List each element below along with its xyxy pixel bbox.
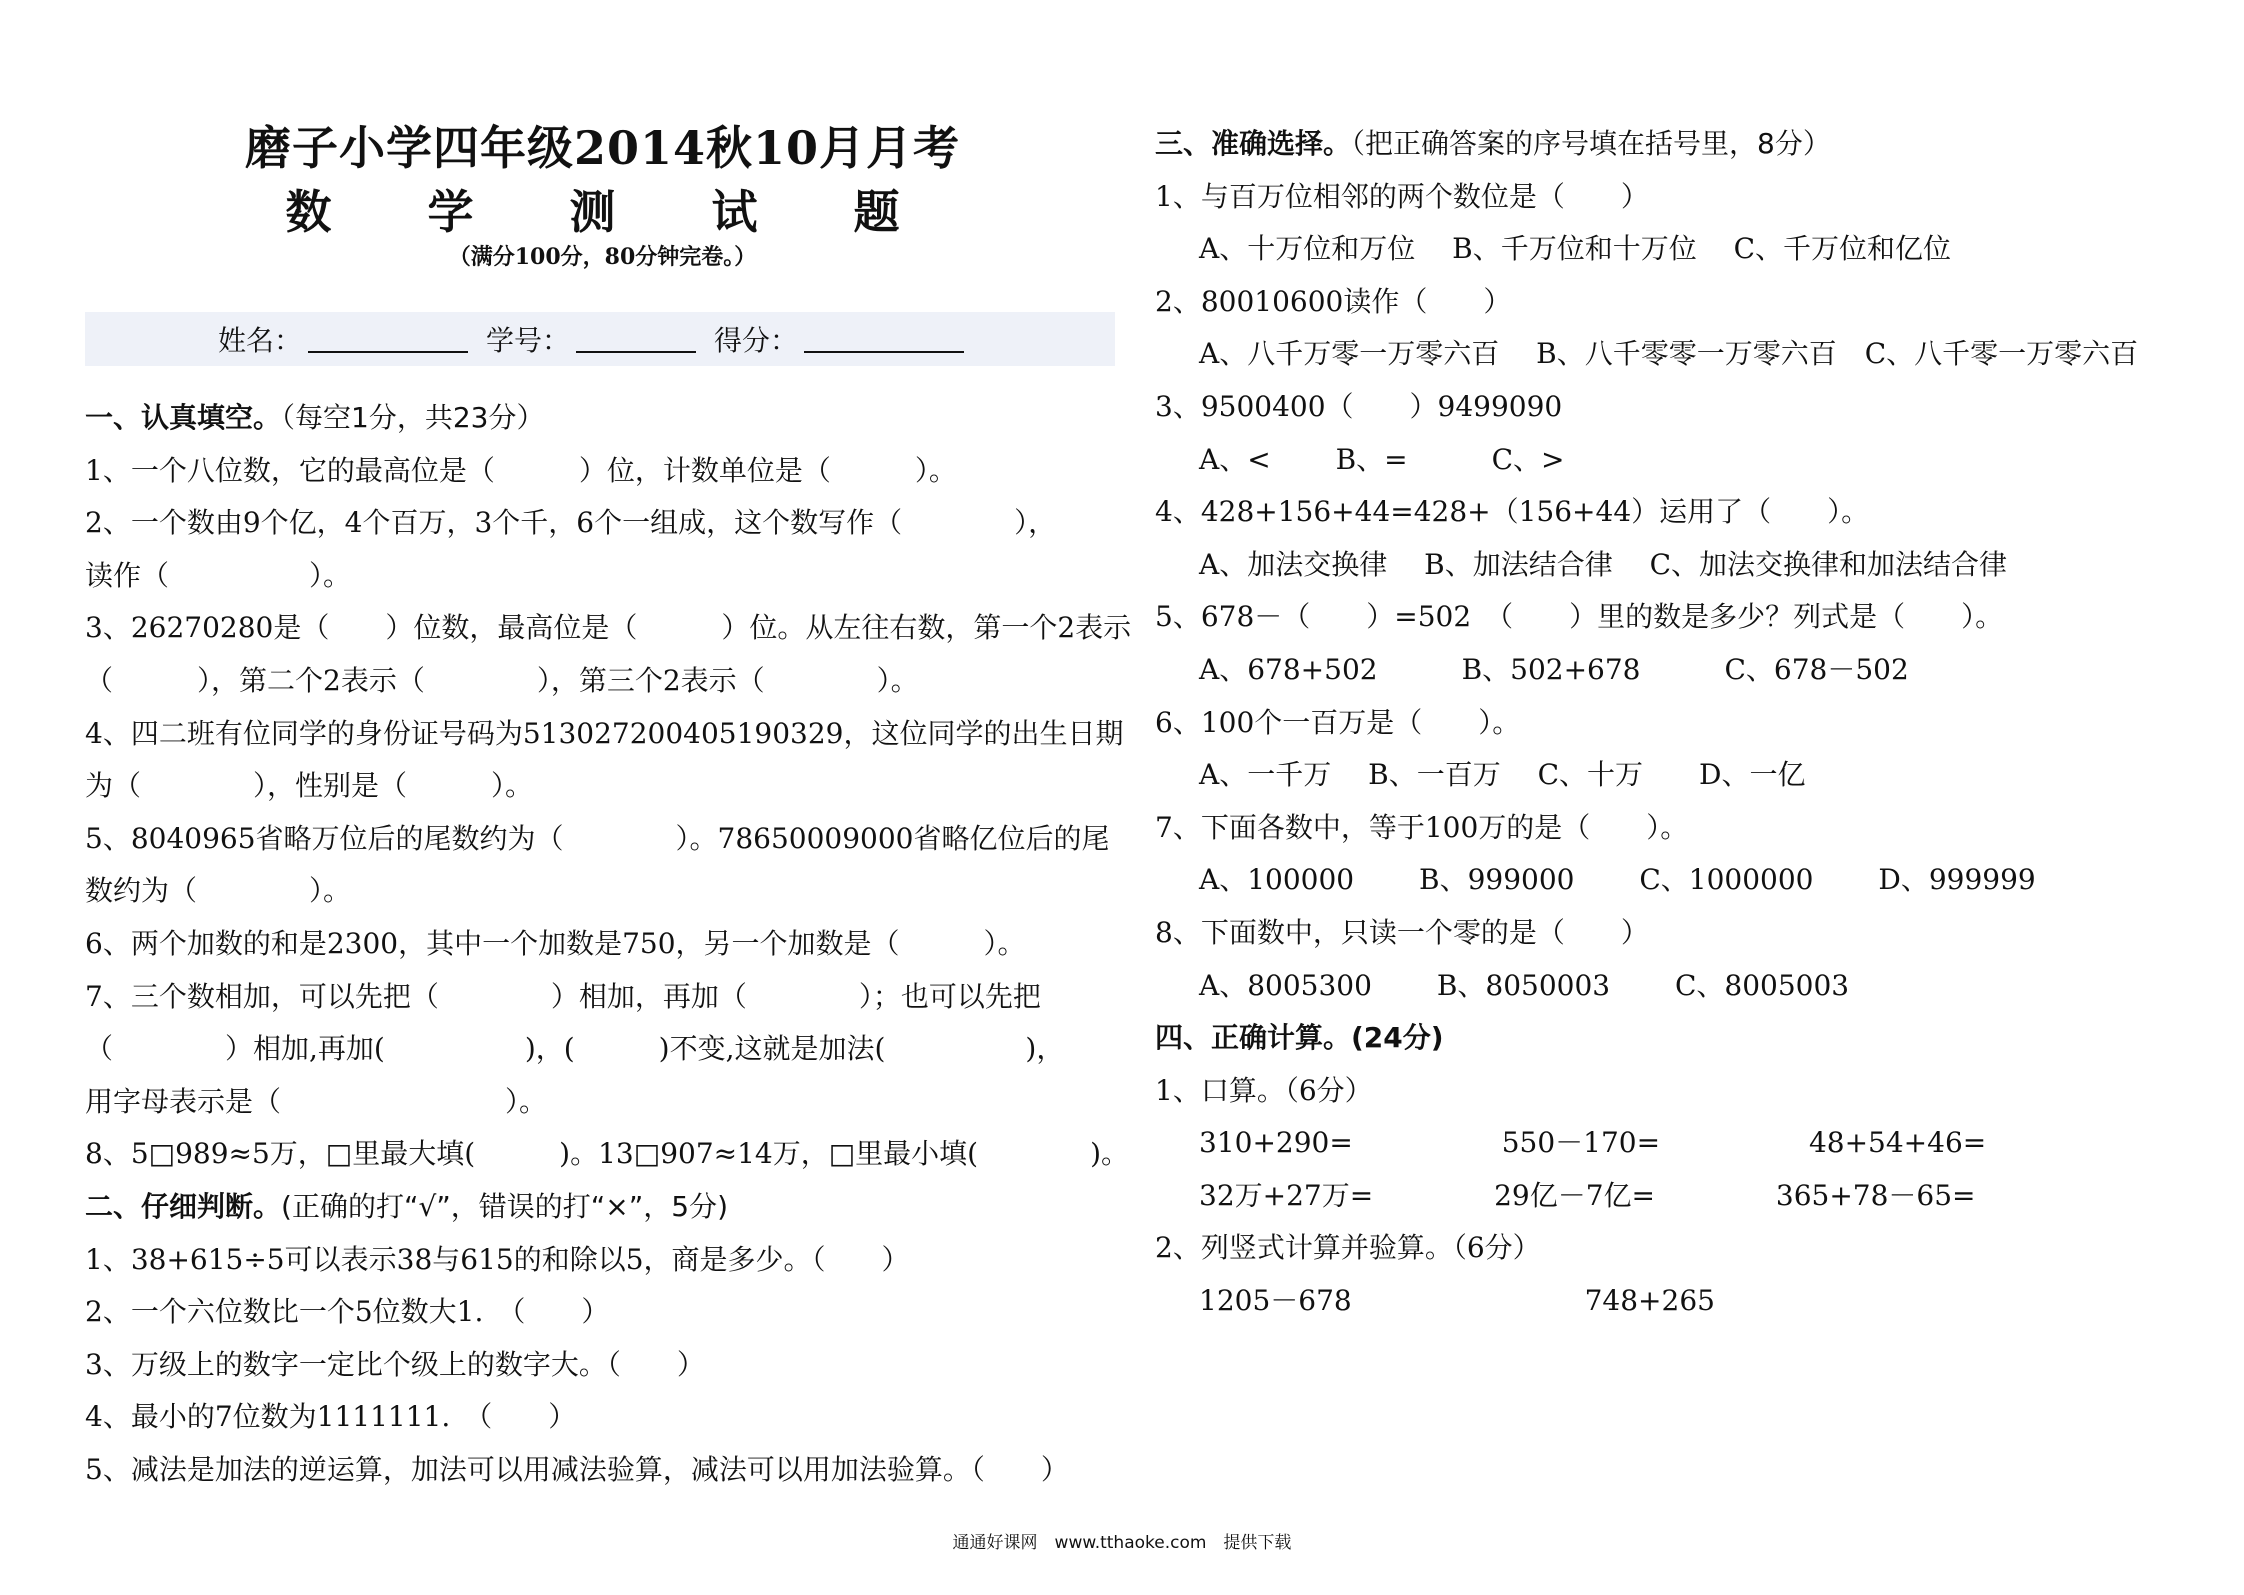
question-line: 6、两个加数的和是2300，其中一个加数是750，另一个加数是（ ）。 xyxy=(85,926,1026,960)
question-line: 4、最小的7位数为1111111. （ ） xyxy=(85,1400,577,1434)
student-info-bar xyxy=(85,312,1115,366)
question-line: 5、减法是加法的逆运算，加法可以用减法验算，减法可以用加法验算。（ ） xyxy=(85,1452,1069,1486)
question-line: （ ），第二个2表示（ ），第三个2表示（ ）。 xyxy=(85,663,919,697)
answer-options: A、加法交换律 B、加法结合律 C、加法交换律和加法结合律 xyxy=(1199,547,2008,581)
score-blank[interactable] xyxy=(804,325,964,353)
question-line: 2、列竖式计算并验算。（6分） xyxy=(1155,1231,1541,1265)
question-line: 为（ ），性别是（ ）。 xyxy=(85,769,534,803)
name-label: 姓名： xyxy=(217,324,302,357)
question-line: 8、5□989≈5万，□里最大填( )。13□907≈14万，□里最小填( )。 xyxy=(85,1137,1130,1171)
question-line: 数约为（ ）。 xyxy=(85,874,352,908)
question-line: 4、四二班有位同学的身份证号码为513027200405190329，这位同学的出生日期 xyxy=(85,716,1124,750)
answer-options: A、8005300 B、8050003 C、8005003 xyxy=(1199,968,1850,1002)
question-line: 1、38+615÷5可以表示38与615的和除以5，商是多少。（ ） xyxy=(85,1242,910,1276)
section-heading xyxy=(85,1181,1131,1234)
question-line: 2、80010600读作（ ） xyxy=(1155,284,1512,318)
section-heading-title: 四、正确计算。(24分) xyxy=(1155,1021,1444,1055)
question-line: 7、三个数相加，可以先把（ ）相加，再加（ ）；也可以先把 xyxy=(85,979,1041,1013)
left-questions xyxy=(85,392,1131,1496)
answer-options: 32万+27万= 29亿－7亿= 365+78－65= xyxy=(1199,1178,1976,1212)
question-line: 8、下面数中，只读一个零的是（ ） xyxy=(1155,915,1649,949)
section-heading-note: (正确的打“√”，错误的打“×”，5分) xyxy=(281,1189,729,1223)
question-line: （ ）相加,再加( )，( )不变,这就是加法( )， xyxy=(85,1032,1065,1066)
question-line: 1、一个八位数，它的最高位是（ ）位，计数单位是（ ）。 xyxy=(85,453,957,487)
exam-subtitle: 数 学 测 试 题 xyxy=(285,185,940,239)
question-line: 2、一个六位数比一个5位数大1. （ ） xyxy=(85,1295,610,1329)
answer-options: A、< B、= C、> xyxy=(1199,442,1565,476)
section-heading-note: （每空1分，共23分） xyxy=(281,401,545,434)
section-heading xyxy=(1155,118,2138,171)
question-line: 3、26270280是（ ）位数，最高位是（ ）位。从左往右数，第一个2表示 xyxy=(85,611,1132,645)
id-blank[interactable] xyxy=(576,325,696,353)
question-line: 3、9500400（ ）9499090 xyxy=(1155,389,1563,423)
answer-options: A、八千万零一万零六百 B、八千零零一万零六百 C、八千零一万零六百 xyxy=(1199,337,2139,371)
question-line: 6、100个一百万是（ ）。 xyxy=(1155,705,1521,739)
name-blank[interactable] xyxy=(308,325,468,353)
answer-options: 310+290= 550－170= 48+54+46= xyxy=(1199,1126,1987,1160)
section-heading-note: （把正确答案的序号填在括号里，8分） xyxy=(1351,127,1831,160)
question-line: 读作（ ）。 xyxy=(85,558,352,592)
right-questions xyxy=(1155,118,2138,1328)
exam-note: （满分100分，80分钟完卷。） xyxy=(448,244,757,270)
question-line: 5、8040965省略万位后的尾数约为（ ）。78650009000省略亿位后的尾 xyxy=(85,821,1110,855)
question-line: 7、下面各数中，等于100万的是（ ）。 xyxy=(1155,810,1689,844)
question-line: 1、与百万位相邻的两个数位是（ ） xyxy=(1155,179,1649,213)
footer-credit: 通通好课网 www.tthaoke.com 提供下载 xyxy=(952,1533,1292,1553)
answer-options: A、678+502 B、502+678 C、678－502 xyxy=(1199,652,1909,686)
answer-options: 1205－678 748+265 xyxy=(1199,1284,1715,1318)
answer-options: A、十万位和万位 B、千万位和十万位 C、千万位和亿位 xyxy=(1199,232,1952,266)
question-line: 用字母表示是（ ）。 xyxy=(85,1084,548,1118)
section-heading xyxy=(1155,1012,2138,1065)
score-label: 得分： xyxy=(714,324,799,357)
question-line: 1、口算。（6分） xyxy=(1155,1073,1373,1107)
answer-options: A、100000 B、999000 C、1000000 D、999999 xyxy=(1199,863,2036,897)
question-line: 2、一个数由9个亿，4个百万，3个千，6个一组成，这个数写作（ ）， xyxy=(85,506,1057,540)
question-line: 4、428+156+44=428+（156+44）运用了（ ）。 xyxy=(1155,495,1870,529)
exam-title: 磨子小学四年级2014秋10月月考 xyxy=(244,121,961,175)
question-line: 3、万级上的数字一定比个级上的数字大。（ ） xyxy=(85,1347,705,1381)
section-heading-title: 一、认真填空。 xyxy=(85,401,282,434)
id-label: 学号： xyxy=(485,324,570,357)
answer-options: A、一千万 B、一百万 C、十万 D、一亿 xyxy=(1199,758,1806,792)
section-heading xyxy=(85,392,1131,445)
question-line: 5、678－（ ）=502 （ ）里的数是多少？列式是（ ）。 xyxy=(1155,600,2004,634)
section-heading-title: 三、准确选择。 xyxy=(1155,127,1352,160)
section-heading-title: 二、仔细判断。 xyxy=(85,1189,282,1223)
